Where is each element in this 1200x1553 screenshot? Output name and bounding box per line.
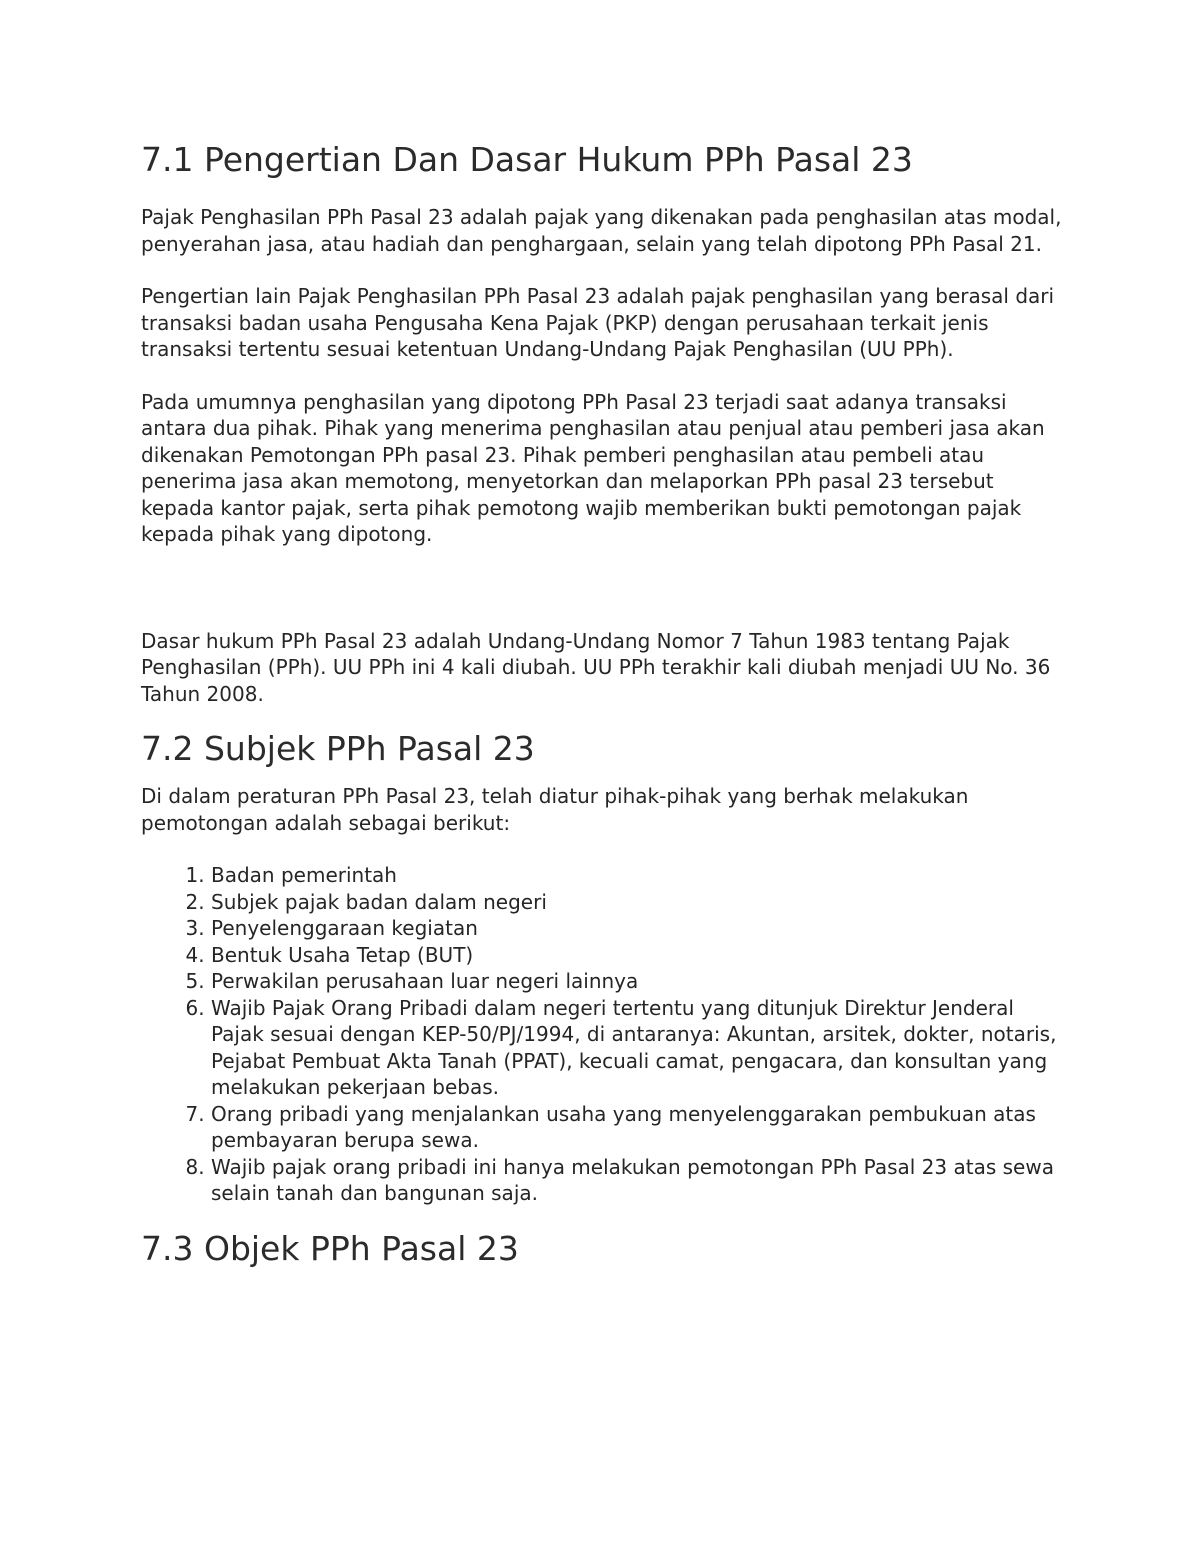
- section-heading-7-3: 7.3 Objek PPh Pasal 23: [141, 1228, 519, 1268]
- paragraph-transaction: Pada umumnya penghasilan yang dipotong PPh Pasal 23 terjadi saat adanya transaksi antara dua pihak. Pihak yang menerima penghasilan atau penjual atau pemberi jasa akan dikenakan Pemotongan PPh pasal 23. Pihak pemberi penghasilan atau pembeli atau penerima jasa akan memotong, menyetorkan dan melaporkan PPh pasal 23 tersebut kepada kantor pajak, serta pihak pemotong wajib memberikan bukti pemotongan pajak kepada pihak yang dipotong.: [141, 389, 1045, 546]
- list-item: 6. Wajib Pajak Orang Pribadi dalam negeri tertentu yang ditunjuk Direktur Jenderal Pajak sesuai dengan KEP-50/PJ/1994, di antaranya: Akuntan, arsitek, dokter, notaris, Pejabat Pembuat Akta Tanah (PPAT), kecuali camat, pengacara, dan konsultan yang melakukan pekerjaan bebas.: [211, 995, 1071, 1101]
- list-item: 2. Subjek pajak badan dalam negeri: [211, 889, 1071, 916]
- paragraph-subject-intro: Di dalam peraturan PPh Pasal 23, telah diatur pihak-pihak yang berhak melakukan pemotongan adalah sebagai berikut:: [141, 784, 969, 835]
- list-item: 1. Badan pemerintah: [211, 862, 1071, 889]
- list-item: 8. Wajib pajak orang pribadi ini hanya melakukan pemotongan PPh Pasal 23 atas sewa selain tanah dan bangunan saja.: [211, 1154, 1071, 1207]
- paragraph-definition: Pajak Penghasilan PPh Pasal 23 adalah pajak yang dikenakan pada penghasilan atas modal, penyerahan jasa, atau hadiah dan penghargaan, selain yang telah dipotong PPh Pasal 21.: [141, 205, 1062, 256]
- list-item: 4. Bentuk Usaha Tetap (BUT): [211, 942, 1071, 969]
- section-heading-7-1: 7.1 Pengertian Dan Dasar Hukum PPh Pasal 23: [141, 140, 913, 179]
- paragraph-legal-basis: Dasar hukum PPh Pasal 23 adalah Undang-Undang Nomor 7 Tahun 1983 tentang Pajak Penghasilan (PPh). UU PPh ini 4 kali diubah. UU PPh terakhir kali diubah menjadi UU No. 36 Tahun 2008.: [141, 628, 1051, 706]
- list-item: 7. Orang pribadi yang menjalankan usaha yang menyelenggarakan pembukuan atas pembayaran berupa sewa.: [211, 1101, 1071, 1154]
- list-item: 5. Perwakilan perusahaan luar negeri lainnya: [211, 968, 1071, 995]
- paragraph-definition-alt: Pengertian lain Pajak Penghasilan PPh Pasal 23 adalah pajak penghasilan yang berasal dari transaksi badan usaha Pengusaha Kena Pajak (PKP) dengan perusahaan terkait jenis transaksi tertentu sesuai ketentuan Undang-Undang Pajak Penghasilan (UU PPh).: [141, 284, 1055, 361]
- document-page: [141, 138, 1071, 1271]
- section-heading-7-2: 7.2 Subjek PPh Pasal 23: [141, 729, 535, 768]
- list-item: 3. Penyelenggaraan kegiatan: [211, 915, 1071, 942]
- subject-list: [141, 862, 1071, 1207]
